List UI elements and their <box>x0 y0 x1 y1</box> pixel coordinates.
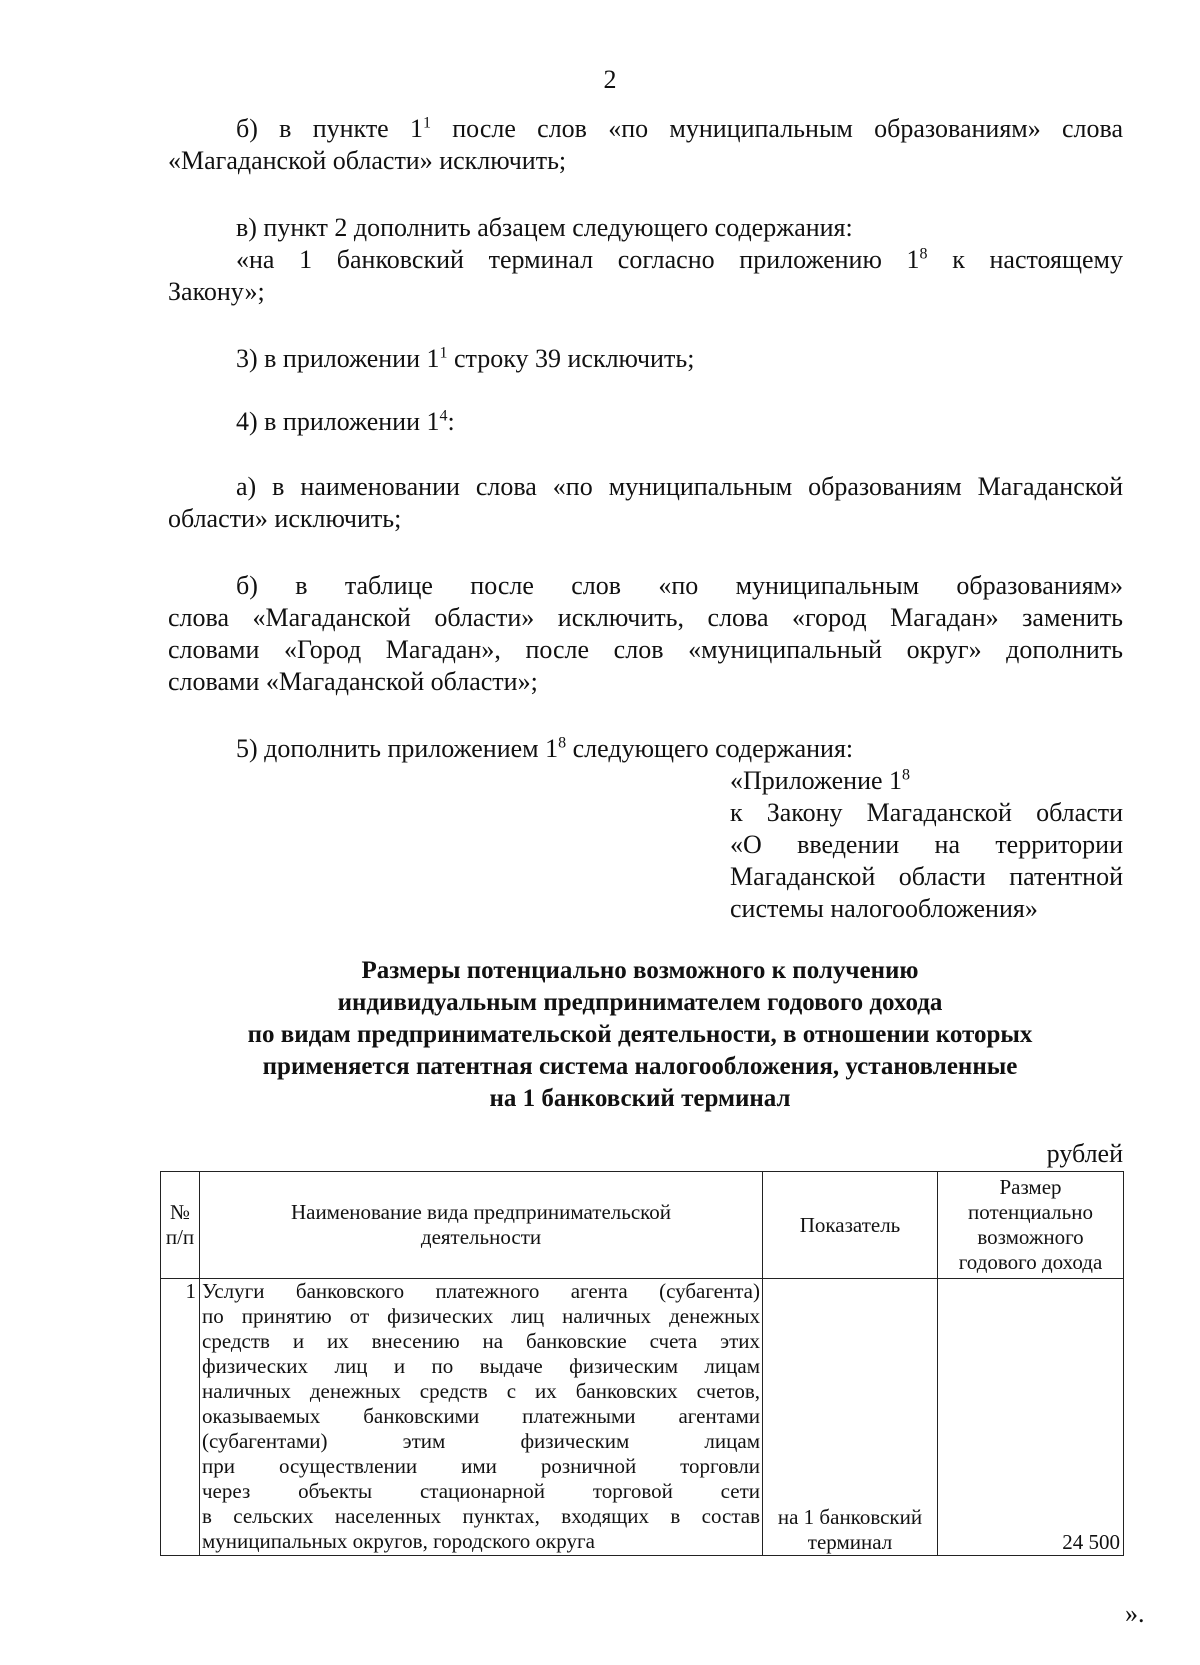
document-title-line-5: на 1 банковский терминал <box>489 1085 791 1112</box>
header-number: № п/п <box>161 1172 200 1279</box>
appendix-line-2: к Закону Магаданской области <box>730 798 1123 827</box>
appendix-line-1: «Приложение $1^8$ <box>730 766 911 795</box>
paragraph-v-line-2: «на 1 банковский терминал согласно приложению $1^8$ к настоящему <box>236 245 1124 274</box>
header-indicator: Показатель <box>763 1172 938 1279</box>
sub-a-line-2: области» исключить; <box>168 504 402 533</box>
table-unit: рублей <box>1046 1139 1123 1168</box>
row-income-value: 24 500 <box>938 1279 1124 1556</box>
item-3: 3) в приложении $1^1$ строку 39 исключить; <box>236 344 695 373</box>
sub-b-line-1: б) в таблице после слов «по муниципальным образованиям» <box>236 571 1123 600</box>
item-4: 4) в приложении $1^4$: <box>236 407 455 436</box>
document-title-line-3: по видам предпринимательской деятельности, в отношении которых <box>247 1021 1033 1048</box>
sub-b-line-4: словами «Магаданской области»; <box>168 667 538 696</box>
sub-b-line-2: слова «Магаданской области» исключить, слова «город Магадан» заменить <box>168 603 1123 632</box>
row-number: 1 <box>161 1279 200 1556</box>
header-income-size: Размер потенциально возможного годового дохода <box>938 1172 1124 1279</box>
document-title-line-4: применяется патентная система налогообложения, установленные <box>262 1053 1018 1080</box>
table-row <box>161 1279 1124 1556</box>
row-description: Услуги банковского платежного агента (субагента) по принятию от физических лиц наличных денежных средств и их внесению на банковские счета этих физических лиц и по выдаче физическим лицам наличных денежных средств с их банковских счетов, оказываемых банковскими платежными агентами (субагентами) этим физическим лицам при осуществлении ими розничной торговли через объекты стационарной торговой сети в сельских населенных пунктах, входящих в состав муниципальных округов, городского округа <box>200 1279 763 1556</box>
appendix-line-5: системы налогообложения» <box>730 894 1038 923</box>
paragraph-v-line-1: в) пункт 2 дополнить абзацем следующего содержания: <box>236 213 853 242</box>
paragraph-b-line-2: «Магаданской области» исключить; <box>168 146 567 175</box>
paragraph-v-line-3: Закону»; <box>168 277 265 306</box>
table-header-row <box>161 1172 1124 1279</box>
closing-mark: ». <box>1125 1599 1145 1628</box>
appendix-line-4: Магаданской области патентной <box>730 862 1123 891</box>
sub-b-line-3: словами «Город Магадан», после слов «муниципальный округ» дополнить <box>168 635 1123 664</box>
row-indicator: на 1 банковский терминал <box>763 1279 938 1556</box>
page-number: 2 <box>603 65 617 94</box>
income-table <box>160 1171 1124 1556</box>
document-title-line-2: индивидуальным предпринимателем годового дохода <box>337 989 943 1016</box>
sub-a-line-1: а) в наименовании слова «по муниципальным образованиям Магаданской <box>236 472 1123 501</box>
document-title-line-1: Размеры потенциально возможного к получению <box>361 957 919 984</box>
header-activity-name: Наименование вида предпринимательской деятельности <box>200 1172 763 1279</box>
appendix-line-3: «О введении на территории <box>730 830 1123 859</box>
item-5: 5) дополнить приложением $1^8$ следующего содержания: <box>236 734 854 763</box>
paragraph-b-line-1: б) в пункте $1^1$ после слов «по муниципальным образованиям» слова <box>236 114 1123 143</box>
